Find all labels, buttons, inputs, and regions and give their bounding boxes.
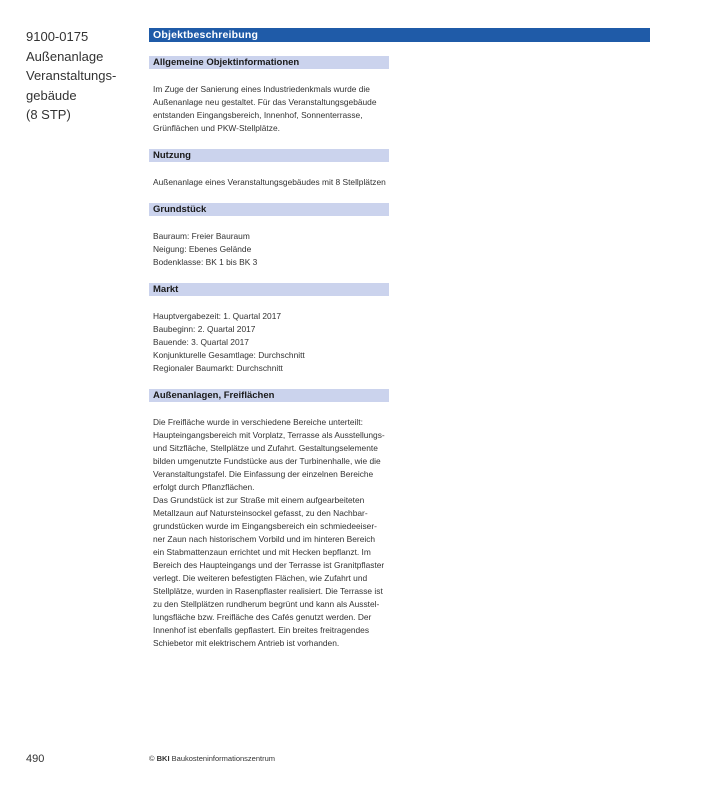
- text-line: und Sitzfläche, Stellplätze und Zufahrt. Gestaltungselemente: [153, 443, 378, 453]
- publisher-brand: BKI: [156, 754, 170, 763]
- section-body: [149, 230, 389, 269]
- text-line: entstanden Eingangsbereich, Innenhof, Sonnenterrasse,: [153, 110, 363, 120]
- text-line: Veranstaltungstafel. Die Einfassung der einzelnen Bereiche: [153, 469, 374, 479]
- text-line: ner Zaun nach historischem Vorbild und im hinteren Bereich: [153, 534, 376, 544]
- section-usage: [149, 149, 389, 189]
- page-number: 490: [26, 753, 45, 765]
- text-line: Bereich des Haupteingangs und der Terrasse ist Granitpflaster: [153, 560, 385, 570]
- text-line: bilden umgenutzte Fundstücke aus der Turbinenhalle, wie die: [153, 456, 381, 466]
- text-line: Außenanlage eines Veranstaltungsgebäudes mit 8 Stellplätzen: [153, 177, 386, 187]
- text-line: Baubeginn: 2. Quartal 2017: [153, 324, 256, 334]
- section-outdoor: [149, 389, 389, 650]
- text-line: Bauende: 3. Quartal 2017: [153, 337, 249, 347]
- footer-credit: [149, 754, 275, 763]
- section-heading: Außenanlagen, Freiflächen: [149, 389, 389, 402]
- text-line: Hauptvergabezeit: 1. Quartal 2017: [153, 311, 282, 321]
- section-body: [149, 310, 389, 375]
- section-heading: Allgemeine Objektinformationen: [149, 56, 389, 69]
- text-line: Innenhof ist ebenfalls gepflastert. Ein breites freitragendes: [153, 625, 370, 635]
- object-title-line: gebäude: [26, 87, 77, 103]
- text-line: ein Stabmattenzaun errichtet und mit Hecken bepflanzt. Im: [153, 547, 371, 557]
- object-title-line: (8 STP): [26, 107, 71, 122]
- section-body: [149, 416, 389, 650]
- section-heading: Grundstück: [149, 203, 389, 216]
- section-heading: Nutzung: [149, 149, 389, 162]
- object-code: 9100-0175: [26, 29, 89, 44]
- text-line: Regionaler Baumarkt: Durchschnitt: [153, 363, 283, 373]
- publisher-name: Baukosteninformationszentrum: [171, 754, 276, 763]
- section-general: [149, 56, 389, 135]
- object-title-line: Außenanlage: [26, 48, 104, 64]
- text-line: Die Freifläche wurde in verschiedene Bereiche unterteilt:: [153, 417, 363, 427]
- text-line: Stellplätze, wurden in Rasenpflaster realisiert. Die Terrasse ist: [153, 586, 383, 596]
- section-market: [149, 283, 389, 375]
- text-line: Im Zuge der Sanierung eines Industriedenkmals wurde die: [153, 84, 370, 94]
- text-line: Bodenklasse: BK 1 bis BK 3: [153, 257, 258, 267]
- section-heading: Markt: [149, 283, 389, 296]
- text-line: Haupteingangsbereich mit Vorplatz, Terrasse als Ausstellungs-: [153, 430, 385, 440]
- text-line: Schiebetor mit elektrischem Antrieb ist vorhanden.: [153, 638, 340, 648]
- text-line: erfolgt durch Pflanzflächen.: [153, 482, 255, 492]
- section-plot: [149, 203, 389, 269]
- object-title-line: Veranstaltungs-: [26, 68, 117, 83]
- description-content: [149, 56, 389, 664]
- text-line: Bauraum: Freier Bauraum: [153, 231, 250, 241]
- text-line: Das Grundstück ist zur Straße mit einem aufgearbeiteten: [153, 495, 365, 505]
- section-body: [149, 83, 389, 135]
- text-line: Außenanlage neu gestaltet. Für das Veranstaltungsgebäude: [153, 97, 377, 107]
- text-line: Neigung: Ebenes Gelände: [153, 244, 252, 254]
- text-line: lungsfläche bzw. Freifläche des Cafés genutzt werden. Der: [153, 612, 372, 622]
- text-line: Konjunkturelle Gesamtlage: Durchschnitt: [153, 350, 305, 360]
- text-line: verlegt. Die weiteren befestigten Flächen, wie Zufahrt und: [153, 573, 368, 583]
- text-line: zu den Stellplätzen rundherum begrünt und kann als Ausstel-: [153, 599, 380, 609]
- object-sidebar: [26, 27, 136, 125]
- text-line: Metallzaun auf Natursteinsockel gefasst, zu den Nachbar-: [153, 508, 368, 518]
- section-body: [149, 176, 389, 189]
- text-line: grundstücken wurde im Eingangsbereich ein schmiedeeiser-: [153, 521, 377, 531]
- text-line: Grünflächen und PKW-Stellplätze.: [153, 123, 280, 133]
- section-banner: Objektbeschreibung: [149, 28, 650, 42]
- copyright-symbol: ©: [149, 754, 155, 763]
